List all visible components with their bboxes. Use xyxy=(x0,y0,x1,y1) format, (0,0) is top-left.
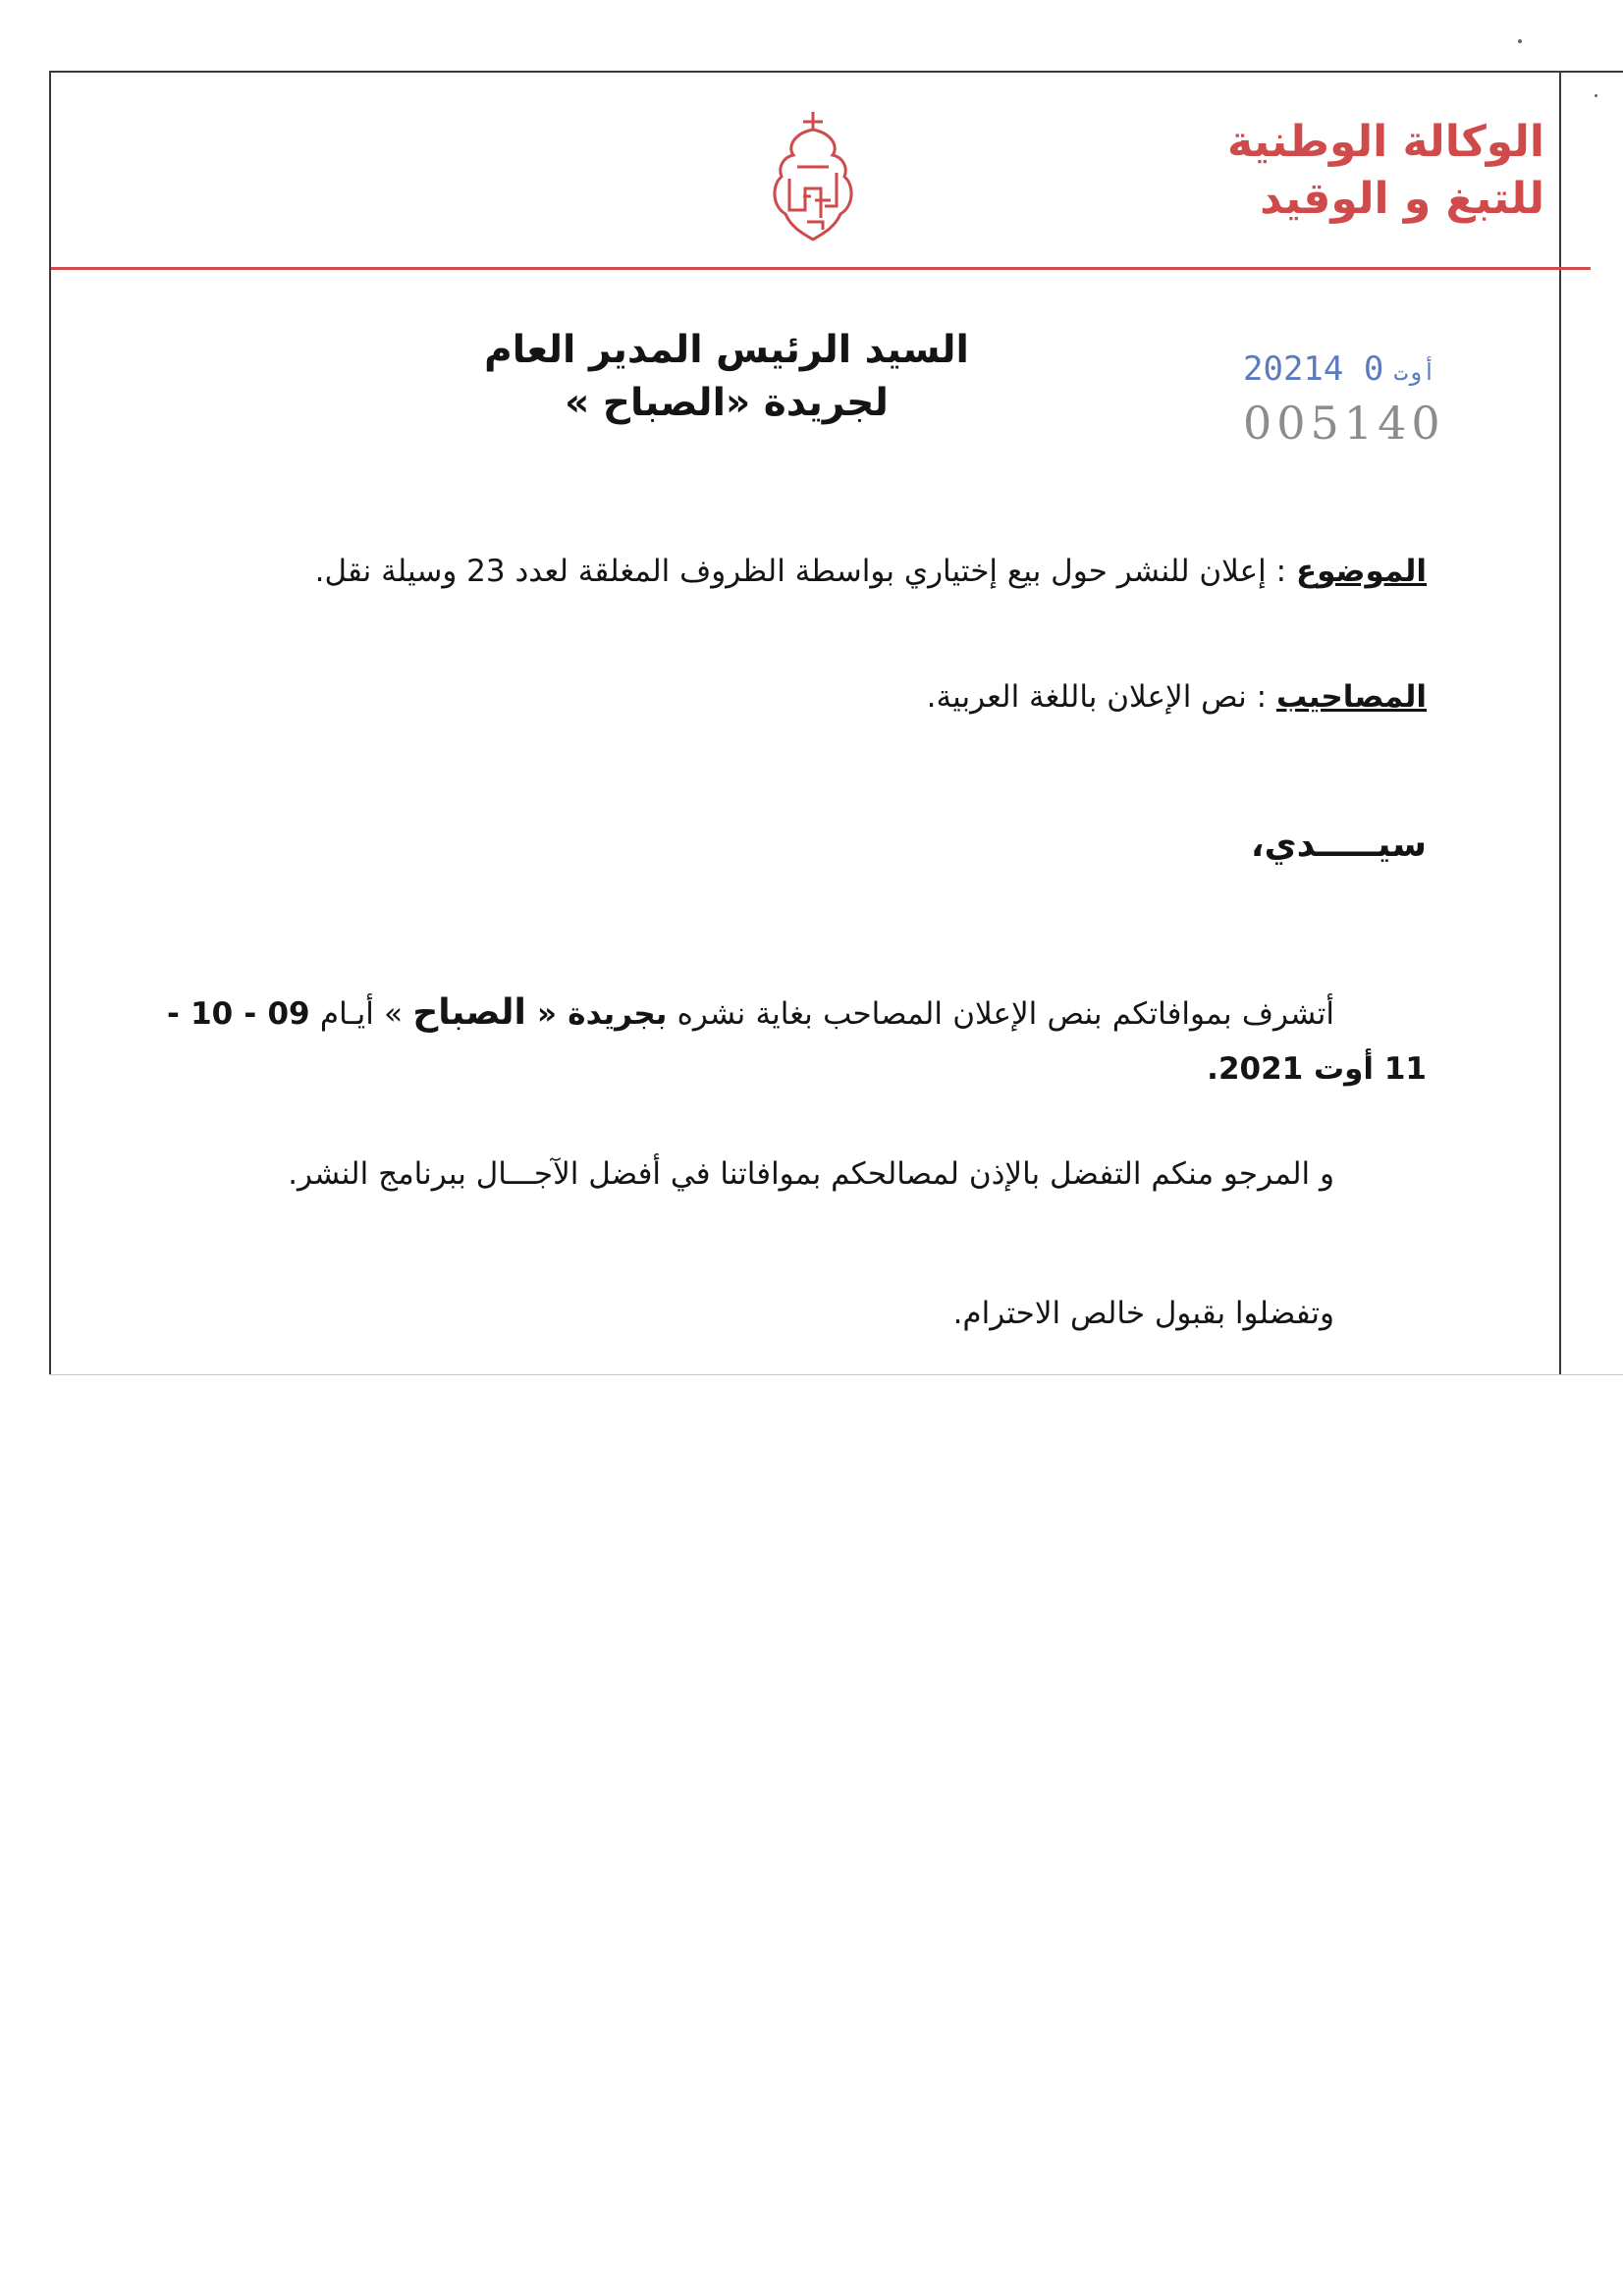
greeting: سيـــــدي، xyxy=(1250,825,1427,865)
stamp-month: أوت xyxy=(1393,358,1436,386)
attachments-text: : نص الإعلان باللغة العربية. xyxy=(926,679,1276,715)
agency-logo-emblem-icon xyxy=(764,108,862,245)
body-paragraph-2 xyxy=(167,1147,1427,1201)
reception-stamp xyxy=(1243,349,1479,450)
stamp-reference-number: 005140 xyxy=(1243,397,1445,450)
subject-text: : إعلان للنشر حول بيع إختياري بواسطة الظروف المغلقة لعدد 23 وسيلة نقل. xyxy=(314,554,1296,589)
subject-label: الموضوع xyxy=(1295,554,1427,589)
body-paragraph-1 xyxy=(167,986,1427,1096)
closing-salutation: وتفضلوا بقبول خالص الاحترام. xyxy=(952,1296,1334,1331)
agency-name-line1: الوكالة الوطنية xyxy=(1226,117,1544,167)
p1-text-2: » أيـام xyxy=(309,996,413,1032)
p1-newspaper-name: الصباح xyxy=(412,992,526,1033)
stamp-day: 0 4 xyxy=(1323,349,1384,389)
addressee-line2: لجريدة «الصباح » xyxy=(565,381,889,425)
addressee-line1: السيد الرئيس المدير العام xyxy=(484,328,969,372)
letterhead-divider xyxy=(51,267,1591,270)
p2-text: و المرجو منكم التفضل بالإذن لمصالحكم بموافاتنا في أفضل الآجـــال ببرنامج النشر. xyxy=(288,1156,1334,1192)
frame-bottom-border xyxy=(49,1374,1623,1375)
addressee-block xyxy=(452,324,1001,430)
subject-line xyxy=(315,546,1427,597)
frame-top-border xyxy=(49,71,1623,73)
stamp-date xyxy=(1243,349,1479,389)
agency-name-line2: للتبغ و الوقيد xyxy=(1260,174,1544,224)
p1-quote-open: « xyxy=(525,996,568,1032)
scan-speck xyxy=(1518,39,1522,43)
attachments-label: المصاحيب xyxy=(1275,679,1427,715)
p1-newspaper-prefix: بجريدة xyxy=(568,996,668,1032)
scan-speck xyxy=(1595,94,1597,97)
stamp-year: 2021 xyxy=(1243,349,1324,389)
agency-name xyxy=(1227,114,1544,228)
p1-text-1: أتشرف بموافاتكم بنص الإعلان المصاحب بغاية نشره xyxy=(667,996,1334,1032)
p1-dates: 09 - 10 - 11 أوت 2021. xyxy=(167,996,1427,1087)
attachments-line xyxy=(927,671,1427,722)
